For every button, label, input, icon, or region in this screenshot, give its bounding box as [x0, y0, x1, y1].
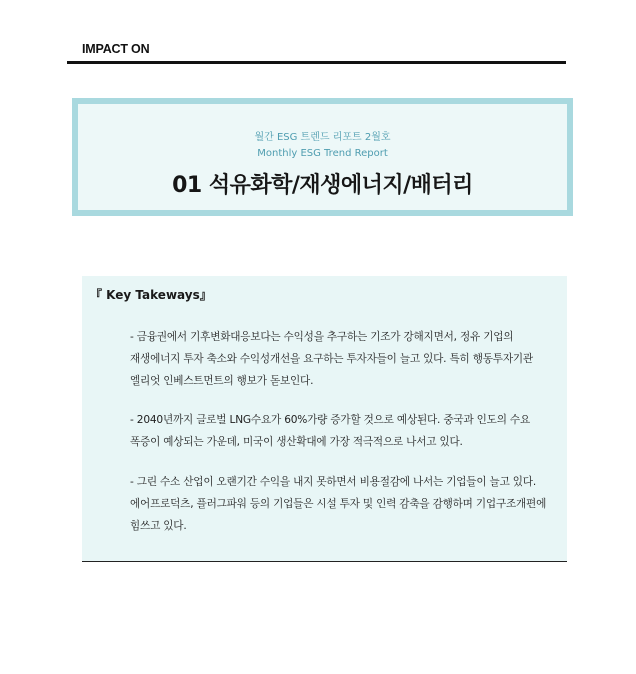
paragraph-line: 재생에너지 투자 축소와 수익성개선을 요구하는 투자자들이 늘고 있다. 특히 행동투자기관 — [130, 353, 533, 365]
paragraph-line: 엘리엇 인베스트먼트의 행보가 돋보인다. — [130, 375, 314, 387]
takeaway-paragraph — [130, 409, 560, 453]
key-takeaways-box — [82, 276, 567, 562]
report-title: 01 석유화학/재생에너지/배터리 — [172, 173, 473, 198]
paragraph-line: 에어프로덕츠, 플러그파워 등의 기업들은 시설 투자 및 인력 감축을 감행하며 기업구조개편에 — [130, 498, 547, 510]
report-title-box — [72, 98, 573, 216]
paragraph-line: - 그린 수소 산업이 오랜기간 수익을 내지 못하면서 비용절감에 나서는 기업들이 늘고 있다. — [130, 476, 537, 488]
paragraph-line: - 2040년까지 글로벌 LNG수요가 60%가량 증가할 것으로 예상된다. 중국과 인도의 수요 — [130, 414, 530, 426]
paragraph-line: 폭증이 예상되는 가운데, 미국이 생산확대에 가장 적극적으로 나서고 있다. — [130, 436, 463, 448]
key-takeaways-heading: 『 Key Takeways』 — [90, 288, 212, 302]
report-subtitle-english: Monthly ESG Trend Report — [257, 148, 388, 159]
takeaway-paragraph — [130, 471, 560, 537]
paragraph-line: - 금융권에서 기후변화대응보다는 수익성을 추구하는 기조가 강해지면서, 정유 기업의 — [130, 331, 514, 343]
paragraph-line: 힘쓰고 있다. — [130, 520, 187, 532]
impact-on-logo: IMPACT ON — [82, 42, 150, 56]
report-subtitle-korean: 월간 ESG 트렌드 리포트 2월호 — [254, 132, 391, 143]
header-divider — [67, 61, 566, 64]
takeaway-paragraph — [130, 326, 560, 392]
